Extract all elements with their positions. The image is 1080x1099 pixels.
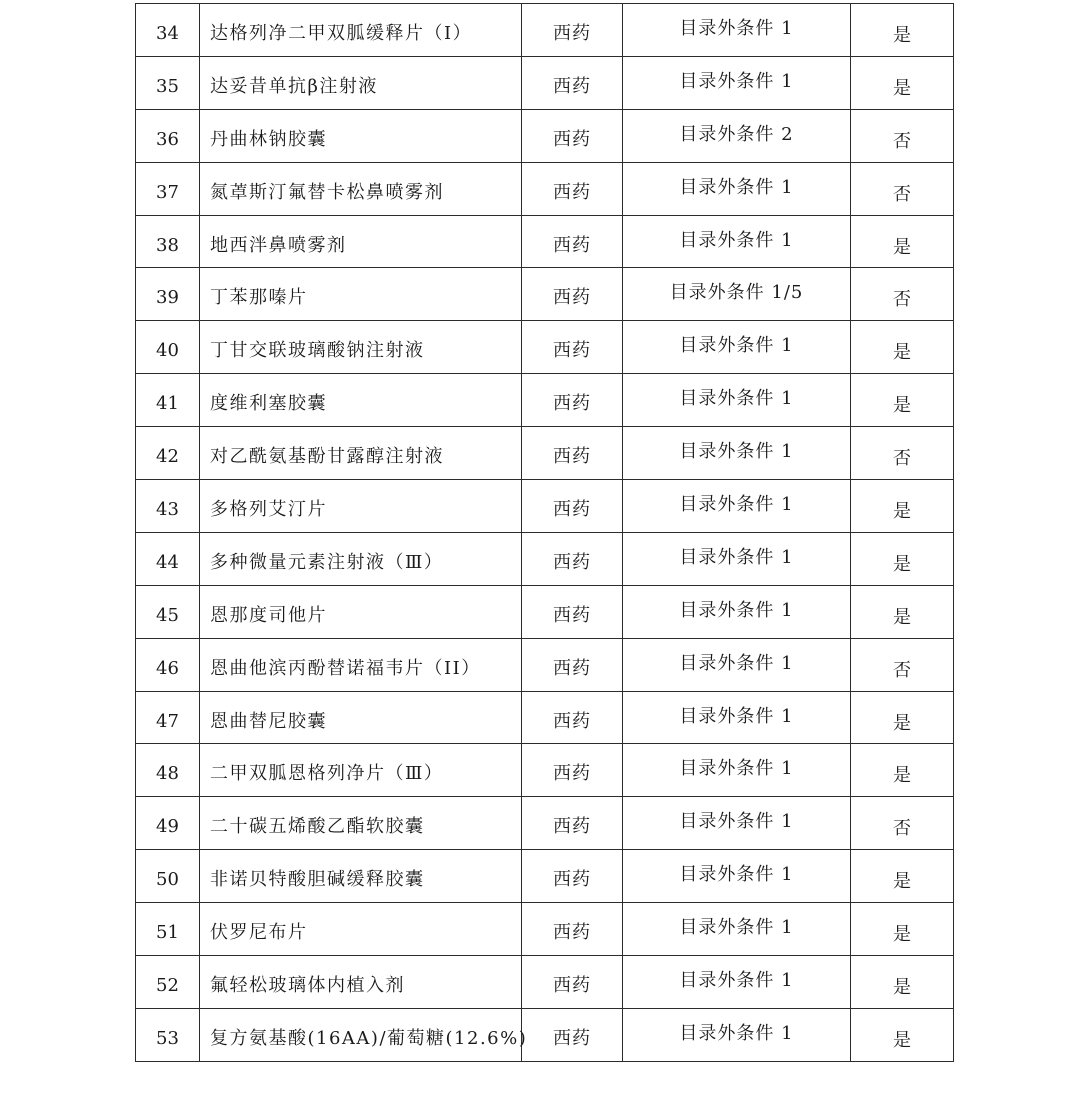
flag-cell: 是 xyxy=(851,374,954,427)
flag-cell: 否 xyxy=(851,109,954,162)
drug-type-cell: 西药 xyxy=(522,162,623,215)
drug-name-cell: 伏罗尼布片 xyxy=(200,903,522,956)
condition-cell: 目录外条件 1 xyxy=(623,4,851,57)
drug-name-cell: 地西泮鼻喷雾剂 xyxy=(200,215,522,268)
row-number-cell: 36 xyxy=(136,109,200,162)
flag-cell: 否 xyxy=(851,162,954,215)
table-row xyxy=(136,215,954,268)
drug-name-cell: 复方氨基酸(16AA)/葡萄糖(12.6%) xyxy=(200,1008,522,1061)
drug-type-cell: 西药 xyxy=(522,374,623,427)
drug-name-cell: 丁苯那嗪片 xyxy=(200,268,522,321)
flag-cell: 是 xyxy=(851,4,954,57)
table-row xyxy=(136,744,954,797)
flag-cell: 否 xyxy=(851,797,954,850)
flag-cell: 是 xyxy=(851,903,954,956)
drug-type-cell: 西药 xyxy=(522,797,623,850)
table-row xyxy=(136,850,954,903)
flag-cell: 是 xyxy=(851,744,954,797)
row-number-cell: 50 xyxy=(136,850,200,903)
flag-cell: 否 xyxy=(851,268,954,321)
row-number-cell: 34 xyxy=(136,4,200,57)
condition-cell: 目录外条件 1 xyxy=(623,374,851,427)
condition-cell: 目录外条件 1 xyxy=(623,638,851,691)
row-number-cell: 45 xyxy=(136,585,200,638)
drug-type-cell: 西药 xyxy=(522,850,623,903)
condition-cell: 目录外条件 1 xyxy=(623,744,851,797)
table-row xyxy=(136,532,954,585)
row-number-cell: 46 xyxy=(136,638,200,691)
drug-type-cell: 西药 xyxy=(522,4,623,57)
table-row xyxy=(136,797,954,850)
drug-type-cell: 西药 xyxy=(522,585,623,638)
table-row xyxy=(136,4,954,57)
flag-cell: 是 xyxy=(851,1008,954,1061)
row-number-cell: 35 xyxy=(136,56,200,109)
table-row xyxy=(136,956,954,1009)
condition-cell: 目录外条件 2 xyxy=(623,109,851,162)
flag-cell: 是 xyxy=(851,480,954,533)
flag-cell: 是 xyxy=(851,850,954,903)
table-row xyxy=(136,374,954,427)
drug-type-cell: 西药 xyxy=(522,215,623,268)
drug-name-cell: 达格列净二甲双胍缓释片（I） xyxy=(200,4,522,57)
row-number-cell: 43 xyxy=(136,480,200,533)
table-row xyxy=(136,1008,954,1061)
flag-cell: 是 xyxy=(851,215,954,268)
drug-name-cell: 达妥昔单抗β注射液 xyxy=(200,56,522,109)
condition-cell: 目录外条件 1 xyxy=(623,797,851,850)
table-row xyxy=(136,268,954,321)
row-number-cell: 42 xyxy=(136,427,200,480)
table-row xyxy=(136,638,954,691)
table-row xyxy=(136,321,954,374)
row-number-cell: 51 xyxy=(136,903,200,956)
row-number-cell: 53 xyxy=(136,1008,200,1061)
condition-cell: 目录外条件 1 xyxy=(623,56,851,109)
condition-cell: 目录外条件 1 xyxy=(623,585,851,638)
row-number-cell: 38 xyxy=(136,215,200,268)
drug-type-cell: 西药 xyxy=(522,1008,623,1061)
condition-cell: 目录外条件 1 xyxy=(623,956,851,1009)
flag-cell: 是 xyxy=(851,585,954,638)
condition-cell: 目录外条件 1/5 xyxy=(623,268,851,321)
drug-name-cell: 丁甘交联玻璃酸钠注射液 xyxy=(200,321,522,374)
row-number-cell: 47 xyxy=(136,691,200,744)
row-number-cell: 37 xyxy=(136,162,200,215)
table-body xyxy=(136,4,954,1062)
drug-name-cell: 二十碳五烯酸乙酯软胶囊 xyxy=(200,797,522,850)
condition-cell: 目录外条件 1 xyxy=(623,903,851,956)
condition-cell: 目录外条件 1 xyxy=(623,691,851,744)
drug-type-cell: 西药 xyxy=(522,480,623,533)
flag-cell: 是 xyxy=(851,56,954,109)
drug-catalog-table xyxy=(135,3,954,1062)
drug-name-cell: 多格列艾汀片 xyxy=(200,480,522,533)
condition-cell: 目录外条件 1 xyxy=(623,427,851,480)
table-row xyxy=(136,480,954,533)
table-row xyxy=(136,56,954,109)
row-number-cell: 48 xyxy=(136,744,200,797)
table-row xyxy=(136,585,954,638)
drug-name-cell: 恩曲他滨丙酚替诺福韦片（II） xyxy=(200,638,522,691)
drug-name-cell: 非诺贝特酸胆碱缓释胶囊 xyxy=(200,850,522,903)
condition-cell: 目录外条件 1 xyxy=(623,480,851,533)
drug-name-cell: 对乙酰氨基酚甘露醇注射液 xyxy=(200,427,522,480)
drug-type-cell: 西药 xyxy=(522,691,623,744)
drug-name-cell: 二甲双胍恩格列净片（Ⅲ） xyxy=(200,744,522,797)
flag-cell: 是 xyxy=(851,532,954,585)
drug-type-cell: 西药 xyxy=(522,56,623,109)
table-row xyxy=(136,109,954,162)
drug-name-cell: 氟轻松玻璃体内植入剂 xyxy=(200,956,522,1009)
drug-name-cell: 多种微量元素注射液（Ⅲ） xyxy=(200,532,522,585)
drug-type-cell: 西药 xyxy=(522,321,623,374)
table-row xyxy=(136,691,954,744)
drug-type-cell: 西药 xyxy=(522,903,623,956)
row-number-cell: 44 xyxy=(136,532,200,585)
drug-name-cell: 恩曲替尼胶囊 xyxy=(200,691,522,744)
flag-cell: 否 xyxy=(851,427,954,480)
drug-type-cell: 西药 xyxy=(522,638,623,691)
row-number-cell: 39 xyxy=(136,268,200,321)
drug-type-cell: 西药 xyxy=(522,109,623,162)
flag-cell: 是 xyxy=(851,321,954,374)
flag-cell: 是 xyxy=(851,956,954,1009)
drug-name-cell: 度维利塞胶囊 xyxy=(200,374,522,427)
table-row xyxy=(136,162,954,215)
flag-cell: 是 xyxy=(851,691,954,744)
drug-type-cell: 西药 xyxy=(522,532,623,585)
flag-cell: 否 xyxy=(851,638,954,691)
row-number-cell: 40 xyxy=(136,321,200,374)
drug-name-cell: 恩那度司他片 xyxy=(200,585,522,638)
condition-cell: 目录外条件 1 xyxy=(623,162,851,215)
row-number-cell: 41 xyxy=(136,374,200,427)
drug-name-cell: 丹曲林钠胶囊 xyxy=(200,109,522,162)
condition-cell: 目录外条件 1 xyxy=(623,215,851,268)
drug-type-cell: 西药 xyxy=(522,268,623,321)
row-number-cell: 52 xyxy=(136,956,200,1009)
condition-cell: 目录外条件 1 xyxy=(623,1008,851,1061)
condition-cell: 目录外条件 1 xyxy=(623,532,851,585)
condition-cell: 目录外条件 1 xyxy=(623,850,851,903)
drug-type-cell: 西药 xyxy=(522,744,623,797)
table-row xyxy=(136,427,954,480)
row-number-cell: 49 xyxy=(136,797,200,850)
drug-type-cell: 西药 xyxy=(522,956,623,1009)
drug-name-cell: 氮䓬斯汀氟替卡松鼻喷雾剂 xyxy=(200,162,522,215)
drug-type-cell: 西药 xyxy=(522,427,623,480)
condition-cell: 目录外条件 1 xyxy=(623,321,851,374)
table-row xyxy=(136,903,954,956)
